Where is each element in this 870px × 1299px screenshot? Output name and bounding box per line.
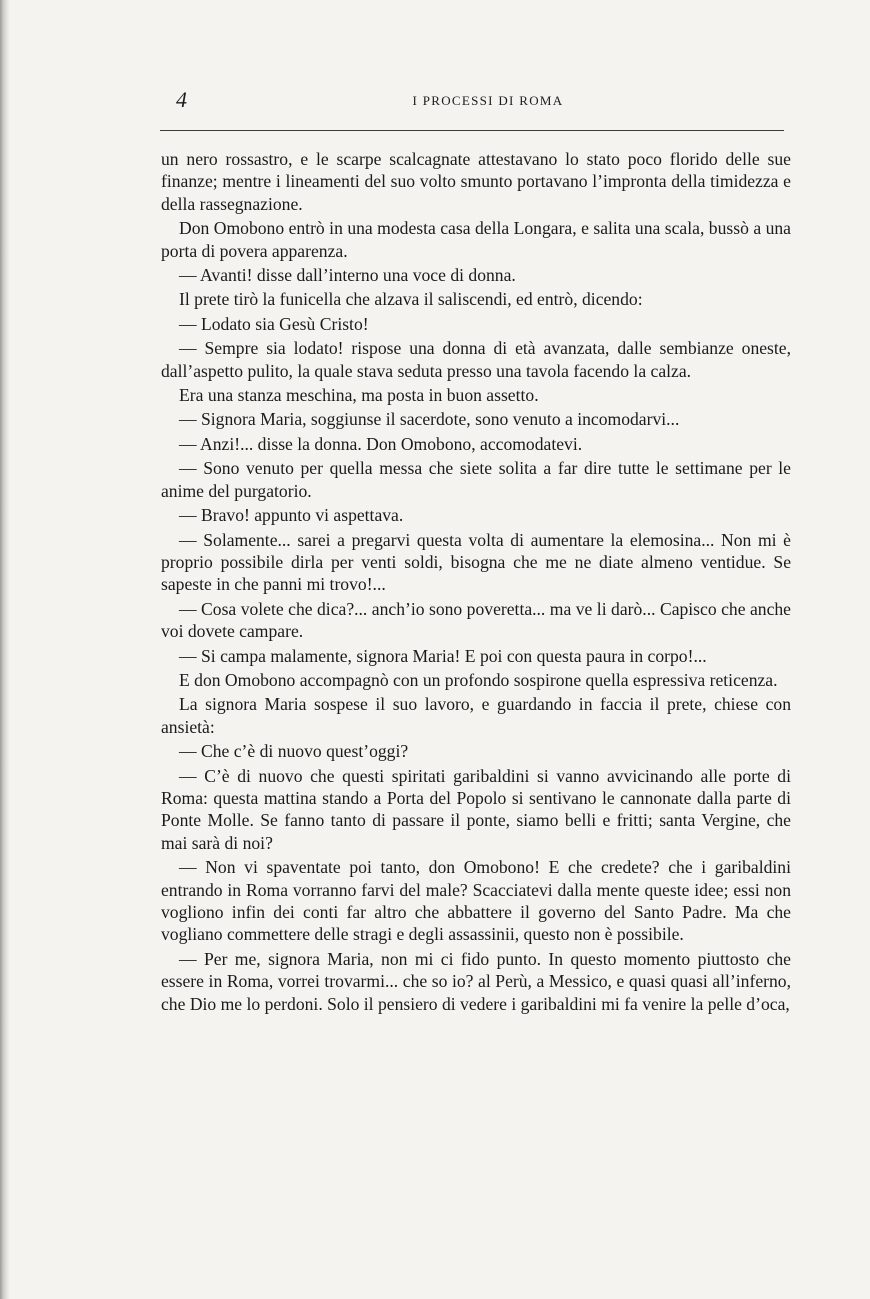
paragraph: Il prete tirò la funicella che alzava il saliscendi, ed entrò, dicendo: [179,289,643,310]
dialogue-line: — Bravo! appunto vi aspettava. [179,505,404,526]
body-text [161,148,791,1017]
page-binding-edge [0,0,10,1299]
dialogue-line: — Lodato sia Gesù Cristo! [179,313,369,334]
dialogue-line: — Non vi spaventate poi tanto, don Omobono! E che credete? che i garibaldini entrando in Roma vorranno farvi del male? Scacciatevi dalla mente queste idee; essi non vogliono infin dei conti far altro che abbattere il governo del Santo Padre. Ma che vogliano commettere delle stragi e degli assassinii, questo non è possibile. [161,857,791,945]
dialogue-line: — Anzi!... disse la donna. Don Omobono, accomodatevi. [179,433,583,454]
dialogue-line: — Cosa volete che dica?... anch’io sono poveretta... ma ve li darò... Capisco che anche voi dovete campare. [161,598,791,642]
dialogue-line: — Che c’è di nuovo quest’oggi? [179,741,409,762]
paragraph: Era una stanza meschina, ma posta in buon assetto. [179,385,539,406]
paragraph: E don Omobono accompagnò con un profondo sospirone quella espressiva reticenza. [179,669,778,690]
header-rule [160,130,784,131]
page-number: 4 [176,87,187,112]
dialogue-line: — Per me, signora Maria, non mi ci fido punto. In questo momento piuttosto che essere in Roma, vorrei trovarmi... che so io? al Perù, a Messico, e quasi quasi all’inferno, che Dio me lo perdoni. Solo il pensiero di vedere i garibaldini mi fa venire la pelle d’oca, [161,948,791,1014]
dialogue-line: — C’è di nuovo che questi spiritati garibaldini si vanno avvicinando alle porte di Roma: questa mattina stando a Porta del Popolo si sentivano le cannonate dalla parte di Ponte Molle. Se fanno tanto di passare il ponte, siamo belli e fritti; santa Vergine, che mai sarà di noi? [161,765,791,853]
dialogue-line: — Sempre sia lodato! rispose una donna di età avanzata, dalle sembianze oneste, dall’aspetto pulito, la quale stava seduta presso una tavola facendo la calza. [161,338,791,381]
running-title: I PROCESSI DI ROMA [412,93,564,108]
paragraph-continued: un nero rossastro, e le scarpe scalcagnate attestavano lo stato poco florido delle sue finanze; mentre i lineamenti del suo volto smunto portavano l’impronta della timidezza e della rassegnazione. [161,149,791,214]
page-header [160,86,784,116]
dialogue-line: — Signora Maria, soggiunse il sacerdote, sono venuto a incomodarvi... [179,409,680,430]
paragraph: Don Omobono entrò in una modesta casa della Longara, e salita una scala, bussò a una porta di povera apparenza. [161,218,791,261]
dialogue-line: — Sono venuto per quella messa che siete solita a far dire tutte le settimane per le anime del purgatorio. [161,458,791,501]
dialogue-line: — Si campa malamente, signora Maria! E poi con questa paura in corpo!... [179,645,707,666]
dialogue-line: — Avanti! disse dall’interno una voce di donna. [179,265,516,286]
paragraph: La signora Maria sospese il suo lavoro, e guardando in faccia il prete, chiese con ansietà: [161,694,791,737]
dialogue-line: — Solamente... sarei a pregarvi questa volta di aumentare la elemosina... Non mi è proprio possibile dirla per venti soldi, bisogna che me ne diate almeno ventidue. Se sapeste in che panni mi trovo!... [161,529,791,595]
